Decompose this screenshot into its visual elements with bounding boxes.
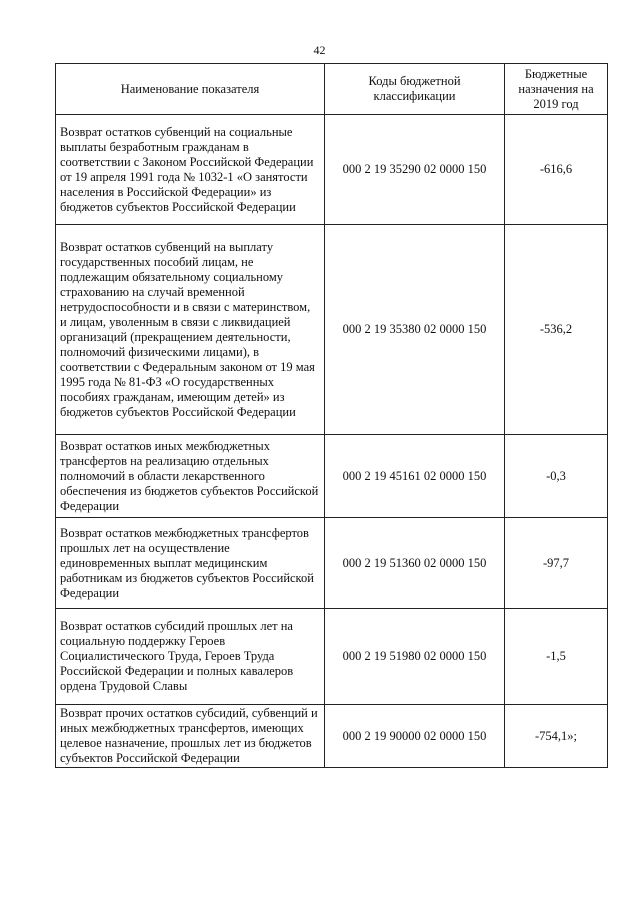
row-indicator-name: Возврат остатков субвенций на выплату государственных пособий лицам, не подлежащим обязательному социальному страхованию на случай временной нетрудоспособности и в связи с материнством, и лицам, уволенным в связи с ликвидацией организаций (прекращением деятельности, полномочий физическими лицами), в соответствии с Федеральным законом от 19 мая 1995 года № 81-ФЗ «О государственных пособиях гражданам, имеющим детей» из бюджетов субъектов Российской Федерации	[56, 225, 325, 435]
page-number: 42	[313, 43, 326, 57]
header-budget-code: Коды бюджетной классификации	[325, 64, 505, 115]
table-row	[56, 225, 608, 435]
row-indicator-name: Возврат прочих остатков субсидий, субвенций и иных межбюджетных трансфертов, имеющих целевое назначение, прошлых лет из бюджетов субъектов Российской Федерации	[56, 705, 325, 768]
row-budget-amount: -754,1»;	[505, 705, 608, 768]
row-indicator-name: Возврат остатков иных межбюджетных трансфертов на реализацию отдельных полномочий в области лекарственного обеспечения из бюджетов субъектов Российской Федерации	[56, 435, 325, 518]
row-budget-amount: -616,6	[505, 115, 608, 225]
table-row	[56, 435, 608, 518]
row-indicator-name: Возврат остатков межбюджетных трансфертов прошлых лет на осуществление единовременных выплат медицинским работникам из бюджетов субъектов Российской Федерации	[56, 518, 325, 609]
row-indicator-name: Возврат остатков субвенций на социальные выплаты безработным гражданам в соответствии с Законом Российской Федерации от 19 апреля 1991 года № 1032-1 «О занятости населения в Российской Федерации» из бюджетов субъектов Российской Федерации	[56, 115, 325, 225]
table-row	[56, 115, 608, 225]
row-budget-code: 000 2 19 90000 02 0000 150	[325, 705, 505, 768]
row-budget-code: 000 2 19 51360 02 0000 150	[325, 518, 505, 609]
table-row	[56, 705, 608, 768]
row-budget-code: 000 2 19 45161 02 0000 150	[325, 435, 505, 518]
header-budget-amount: Бюджетные назначения на 2019 год	[505, 64, 608, 115]
table-header-row	[56, 64, 608, 115]
row-budget-amount: -0,3	[505, 435, 608, 518]
budget-table	[55, 63, 608, 768]
row-budget-code: 000 2 19 35290 02 0000 150	[325, 115, 505, 225]
header-indicator-name: Наименование показателя	[56, 64, 325, 115]
row-indicator-name: Возврат остатков субсидий прошлых лет на социальную поддержку Героев Социалистического Труда, Героев Труда Российской Федерации и полных кавалеров ордена Трудовой Славы	[56, 609, 325, 705]
row-budget-code: 000 2 19 35380 02 0000 150	[325, 225, 505, 435]
row-budget-amount: -536,2	[505, 225, 608, 435]
row-budget-amount: -1,5	[505, 609, 608, 705]
table-row	[56, 609, 608, 705]
row-budget-amount: -97,7	[505, 518, 608, 609]
table-row	[56, 518, 608, 609]
row-budget-code: 000 2 19 51980 02 0000 150	[325, 609, 505, 705]
